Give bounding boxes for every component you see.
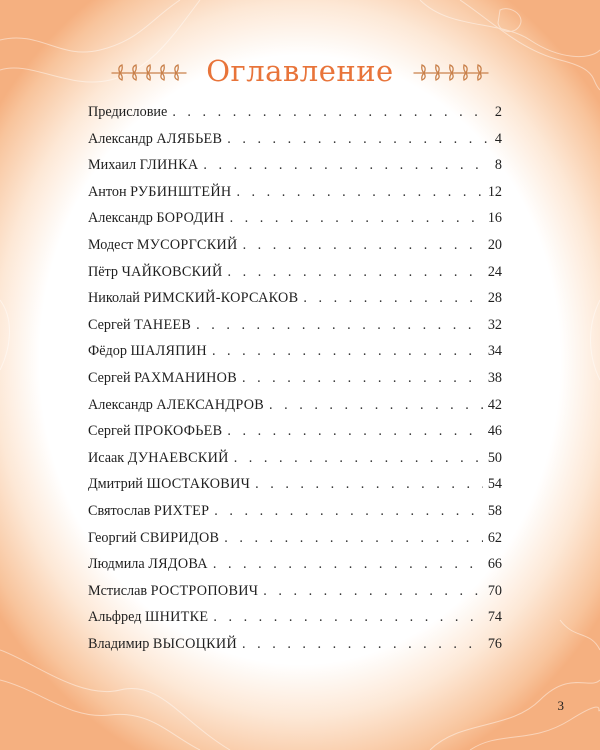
toc-entry[interactable] [88,264,502,291]
toc-entry-first-name: Исаак [88,449,125,466]
laurel-branch-icon [412,61,490,81]
toc-entry-first-name: Фёдор [88,343,127,360]
toc-entry[interactable] [88,370,502,397]
toc-entry[interactable] [88,423,502,450]
toc-entry-title [88,184,231,201]
toc-leader-dots [212,343,483,360]
toc-entry-page: 2 [494,104,502,120]
toc-entry-first-name: Пётр [88,263,119,280]
toc-entry-first-name: Дмитрий [88,476,143,493]
toc-entry[interactable] [88,104,502,131]
toc-entry-first-name: Альфред [88,609,142,626]
toc-entry-surname: ШАЛЯПИН [130,343,207,360]
toc-entry-surname: АЛЯБЬЕВ [156,130,223,147]
toc-leader-dots [243,237,483,254]
toc-entry-title [88,583,258,600]
toc-entry-surname: СВИРИДОВ [140,529,220,546]
toc-entry-surname: БОРОДИН [156,210,225,227]
toc-entry-first-name: Людмила [88,556,145,573]
toc-entry-first-name: Владимир [88,635,150,652]
toc-entry-first-name: Александр [88,396,153,413]
toc-entry-page: 76 [487,635,502,652]
toc-entry-first-name: Александр [88,210,153,227]
toc-entry[interactable] [88,503,502,530]
toc-entry-page: 66 [487,556,502,573]
toc-entry-surname: ГЛИНКА [139,157,199,174]
toc-entry[interactable] [88,317,502,344]
toc-leader-dots [224,530,483,547]
toc-entry-page: 58 [487,502,502,519]
toc-entry-page: 74 [487,609,502,626]
toc-entry-page: 16 [487,210,502,227]
toc-entry-surname: РИХТЕР [153,502,210,519]
title-row [0,46,600,96]
toc-entry-first-name: Николай [88,290,140,307]
toc-entry-surname: ДУНАЕВСКИЙ [127,449,229,466]
toc-entry-surname: МУСОРГСКИЙ [136,236,238,253]
toc-entry-surname: РАХМАНИНОВ [134,369,237,386]
toc-entry-page: 32 [487,316,502,333]
toc-entry[interactable] [88,343,502,370]
toc-entry-title [88,290,298,307]
toc-entry-title [88,264,223,281]
toc-entry-first-name: Михаил [88,157,137,174]
toc-leader-dots [172,104,487,121]
toc-entry-title [88,131,222,148]
toc-entry[interactable] [88,157,502,184]
toc-entry-title [88,237,238,254]
laurel-branch-icon [110,61,188,81]
toc-entry-title [88,530,219,547]
toc-entry[interactable] [88,556,502,583]
toc-entry-title [88,423,222,440]
toc-leader-dots [196,317,483,334]
toc-entry[interactable] [88,237,502,264]
toc-entry-title [88,317,191,334]
toc-entry[interactable] [88,530,502,557]
toc-entry-first-name: Модест [88,236,134,253]
toc-leader-dots [203,157,487,174]
toc-entry[interactable] [88,131,502,158]
toc-entry-title [88,636,237,653]
toc-entry-title [88,397,264,414]
toc-entry-page: 8 [494,157,502,174]
page-number: 3 [557,698,564,713]
toc-entry-surname: ТАНЕЕВ [134,316,192,333]
toc-entry-page: 20 [487,236,502,253]
toc-leader-dots [303,290,482,307]
toc-entry-surname: РИМСКИЙ-КОРСАКОВ [143,290,299,307]
toc-leader-dots [227,423,482,440]
toc-leader-dots [213,609,482,626]
page-title: Оглавление [206,54,394,88]
toc-entry[interactable] [88,609,502,636]
toc-entry[interactable] [88,450,502,477]
toc-entry-surname: ВЫСОЦКИЙ [152,635,238,652]
toc-entry-page: 62 [487,529,502,546]
toc-entry-surname: АЛЕКСАНДРОВ [156,396,265,413]
toc-entry-page: 70 [487,582,502,599]
toc-leader-dots [228,264,483,281]
toc-entry[interactable] [88,476,502,503]
toc-entry-title [88,476,250,493]
toc-entry[interactable] [88,397,502,424]
toc-leader-dots [242,370,483,387]
toc-entry-first-name: Сергей [88,316,131,333]
toc-leader-dots [269,397,483,414]
toc-entry-title [88,370,237,387]
toc-entry-page: 12 [487,183,502,200]
toc-leader-dots [255,476,483,493]
toc-entry-surname: ЧАЙКОВСКИЙ [121,263,223,280]
toc-leader-dots [236,184,482,201]
toc-entry[interactable] [88,636,502,663]
toc-entry-first-name: Сергей [88,369,131,386]
toc-entry-page: 28 [487,290,502,307]
toc-entry-surname: ШНИТКЕ [144,609,209,626]
toc-entry[interactable] [88,583,502,610]
toc-entry-first-name: Святослав [88,502,151,519]
toc-entry-surname: ПРОКОФЬЕВ [134,423,223,440]
toc-leader-dots [242,636,483,653]
toc-leader-dots [230,210,483,227]
toc-entry-surname: РОСТРОПОВИЧ [150,582,259,599]
toc-entry-title [88,450,229,467]
toc-entry-first-name: Сергей [88,423,131,440]
toc-entry-title [88,556,208,573]
toc-entry-page: 24 [487,263,502,280]
toc-entry-page: 42 [487,396,502,413]
table-of-contents [88,104,502,662]
toc-entry-title [88,210,225,227]
toc-entry-title [88,609,208,626]
toc-entry-title [88,503,209,520]
toc-entry-first-name: Мстислав [88,582,148,599]
toc-entry-first-name: Антон [88,183,127,200]
toc-entry-first-name: Георгий [88,529,137,546]
toc-entry-page: 4 [494,130,502,147]
toc-entry-page: 54 [487,476,502,493]
toc-entry-page: 34 [487,343,502,360]
toc-leader-dots [227,131,487,148]
toc-entry-first-name: Предисловие [88,104,168,120]
toc-leader-dots [214,503,483,520]
toc-entry[interactable] [88,184,502,211]
toc-entry[interactable] [88,290,502,317]
toc-leader-dots [234,450,483,467]
toc-entry-surname: ШОСТАКОВИЧ [146,476,251,493]
toc-entry[interactable] [88,210,502,237]
toc-entry-title [88,343,207,360]
toc-entry-page: 46 [487,423,502,440]
toc-entry-first-name: Александр [88,130,153,147]
toc-leader-dots [213,556,483,573]
toc-entry-title [88,157,198,174]
toc-entry-surname: РУБИНШТЕЙН [130,183,232,200]
toc-entry-title [88,104,167,121]
toc-entry-surname: ЛЯДОВА [148,556,208,573]
toc-leader-dots [263,583,483,600]
toc-entry-page: 50 [487,449,502,466]
toc-entry-page: 38 [487,369,502,386]
